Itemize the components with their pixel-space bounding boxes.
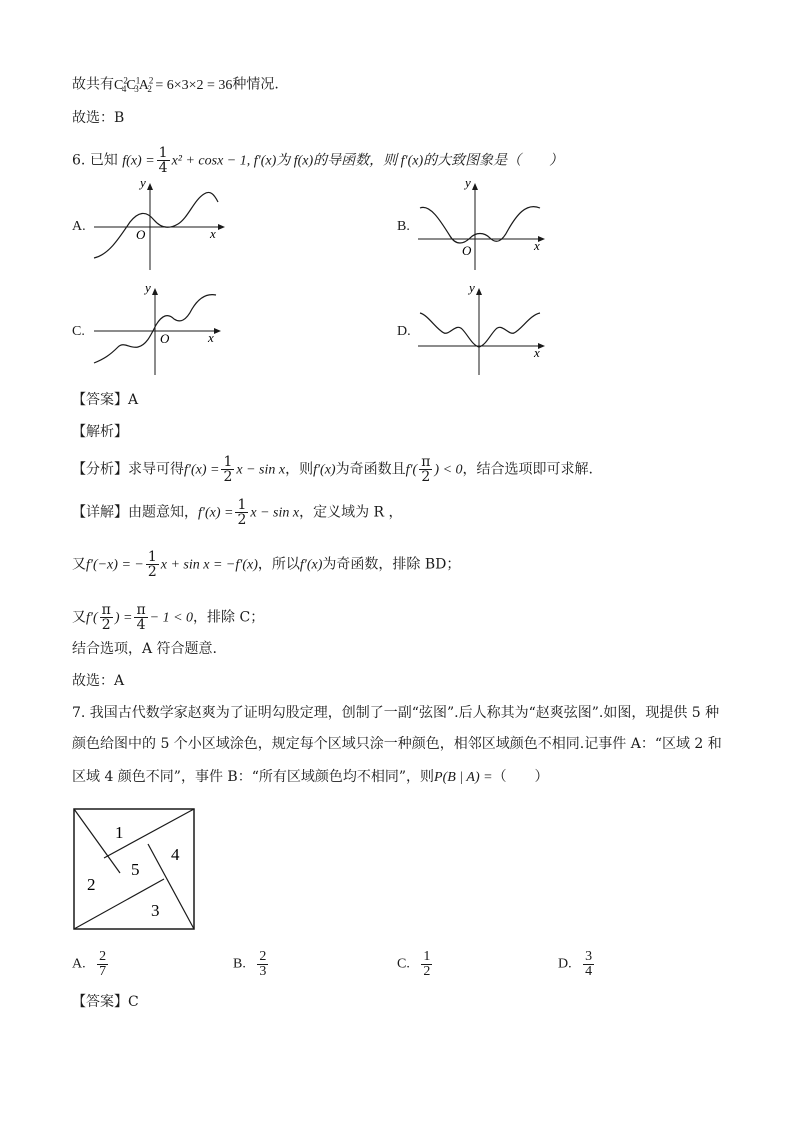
svg-text:y: y (465, 180, 471, 190)
zhao-shuang-diagram (73, 808, 197, 932)
combination-line: 故共有$C^2_4C^1_3A^2_2 = 6\times 3\times 2 = 36$种情况. (72, 75, 279, 95)
q7-option-d: D. $\frac{3}{4}$ (558, 949, 593, 979)
svg-text:y: y (469, 285, 475, 295)
q6-graph-d (414, 285, 550, 377)
q6-you2: 又f′( $\frac{\pi}{2}$ ) = $\frac{\pi}{4}$ − 1 < 0，排除 C； (72, 602, 265, 633)
q6-option-a-label: A. (72, 219, 86, 234)
q7-stem-line2: 颜色给图中的 5 个小区域涂色，规定每个区域只涂一种颜色，相邻区域颜色不相同.记事件 A：“区域 2 和 (72, 736, 722, 752)
q6-xiangjie: 【详解】由题意知，f′(x) = $\frac{1}{2}$ x − sin x，定义域为 R ， (72, 497, 403, 528)
q6-option-d-label: D. (397, 324, 411, 339)
axis-y-label: y (140, 180, 146, 190)
q7-option-a: A. $\frac{2}{7}$ (72, 949, 107, 979)
q7-option-c: C. $\frac{1}{2}$ (397, 949, 431, 979)
svg-text:x: x (208, 330, 214, 345)
svg-text:x: x (534, 345, 540, 360)
q6-graph-b (414, 180, 550, 272)
q6-choice: 故选：A (72, 673, 125, 689)
q6-stem: 6. 已知 f(x) = $\frac{1}{4}$ x² + cosx − 1, f′(x)为 f(x)的导函数，则 f′(x)的大致图象是（ ） (72, 145, 564, 176)
origin-label: O (136, 227, 146, 242)
svg-text:O: O (160, 331, 170, 346)
axis-x-label: x (210, 226, 216, 241)
q6-option-b-label: B. (397, 219, 410, 234)
region-4-label: 4 (171, 845, 180, 864)
q6-graph-c (88, 285, 228, 377)
q6-you1: 又f′(−x) = − $\frac{1}{2}$ x + sin x = −f′(x)，所以f′(x)为奇函数，排除 BD； (72, 549, 461, 580)
region-2-label: 2 (87, 875, 96, 894)
q7-option-b: B. $\frac{2}{3}$ (233, 949, 267, 979)
q5-choice: 故选：B (72, 110, 125, 126)
q6-graph-a (88, 180, 228, 272)
svg-text:x: x (534, 238, 540, 253)
q6-answer: 【答案】A (72, 392, 139, 408)
region-3-label: 3 (151, 901, 160, 920)
svg-text:O: O (462, 243, 472, 258)
q7-stem-line3: 区域 4 颜色不同”，事件 B：“所有区域颜色均不相同”，则P(B | A) =（ ） (72, 769, 549, 785)
svg-text:y: y (145, 285, 151, 295)
q6-option-c-label: C. (72, 324, 85, 339)
q6-jiexi: 【解析】 (72, 424, 128, 440)
q7-stem-line1: 7. 我国古代数学家赵爽为了证明勾股定理，创制了一副“弦图”.后人称其为“赵爽弦图”.如图，现提供 5 种 (72, 705, 720, 721)
q7-answer: 【答案】C (72, 994, 139, 1010)
region-5-label: 5 (131, 860, 140, 879)
combination-formula: $C^2_4C^1_3A^2_2 = 6\times 3\times 2 = 36$ (114, 75, 233, 95)
region-1-label: 1 (115, 823, 124, 842)
q6-jiehe: 结合选项，A 符合题意. (72, 641, 218, 657)
q6-fenxi: 【分析】求导可得f′(x) = $\frac{1}{2}$ x − sin x，则f′(x)为奇函数且f′( $\frac{\pi}{2}$ ) < 0，结合选项即可求解. (72, 454, 593, 485)
